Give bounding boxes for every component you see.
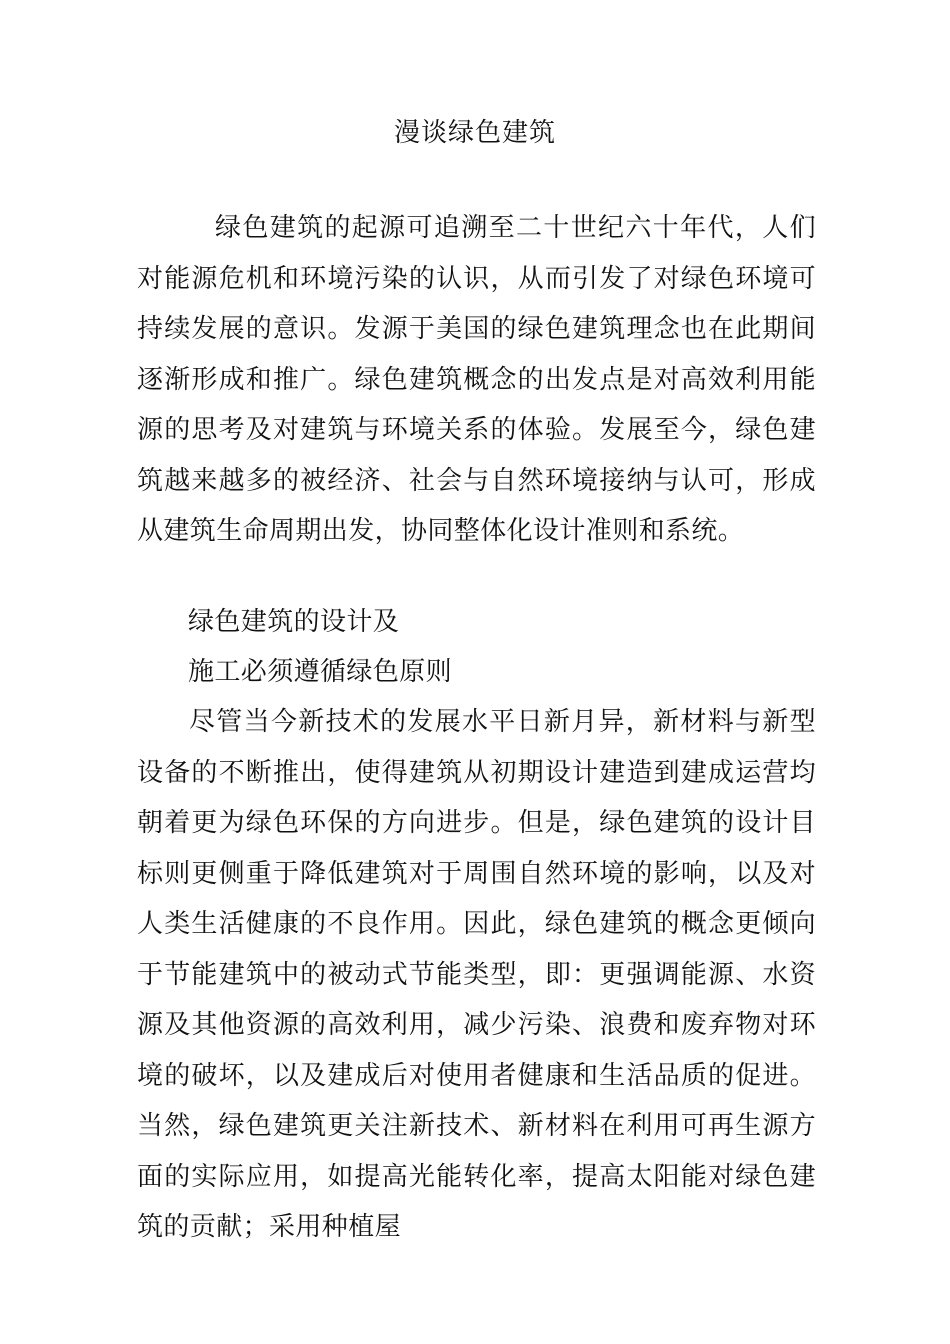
section-heading-line-2: 施工必须遵循绿色原则	[188, 657, 453, 687]
paragraph-origin: 绿色建筑的起源可追溯至二十世纪六十年代，人们对能源危机和环境污染的认识，从而引发了对绿色环境可持续发展的意识。发源于美国的绿色建筑理念也在此期间逐渐形成和推广。绿色建筑概念的出发点是对高效利用能源的思考及对建筑与环境关系的体验。发展至今，绿色建筑越来越多的被经济、社会与自然环境接纳与认可，形成从建筑生命周期出发，协同整体化设计准则和系统。	[137, 213, 816, 546]
section-heading-line-1: 绿色建筑的设计及	[188, 607, 400, 637]
document-title: 漫谈绿色建筑	[393, 118, 556, 148]
paragraph-design-principles: 尽管当今新技术的发展水平日新月异，新材料与新型设备的不断推出，使得建筑从初期设计建造到建成运营均朝着更为绿色环保的方向进步。但是，绿色建筑的设计目标则更侧重于降低建筑对于周围自然环境的影响，以及对人类生活健康的不良作用。因此，绿色建筑的概念更倾向于节能建筑中的被动式节能类型，即：更强调能源、水资源及其他资源的高效利用，减少污染、浪费和废弃物对环境的破坏，以及建成后对使用者健康和生活品质的促进。当然，绿色建筑更关注新技术、新材料在利用可再生源方面的实际应用，如提高光能转化率，提高太阳能对绿色建筑的贡献；采用种植屋	[137, 707, 816, 1242]
